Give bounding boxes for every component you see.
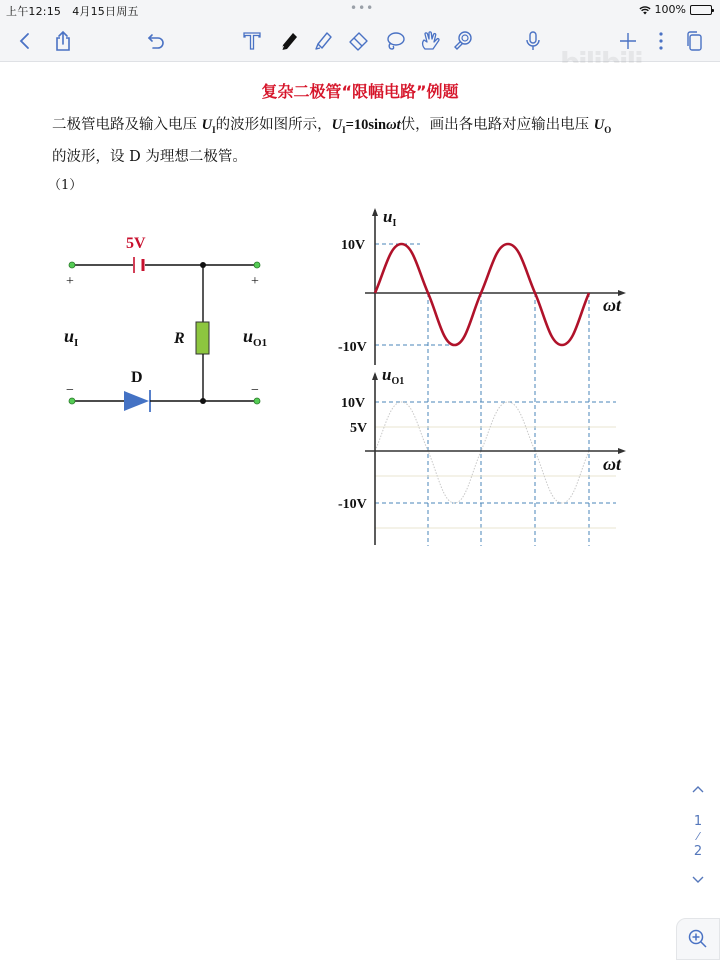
undo-button[interactable] bbox=[143, 28, 169, 54]
problem-text-line2: 的波形，设 D 为理想二极管。 bbox=[52, 149, 247, 165]
more-button[interactable] bbox=[648, 28, 674, 54]
share-icon bbox=[51, 29, 75, 53]
chevron-down-icon bbox=[691, 875, 705, 885]
item-label: （1） bbox=[48, 178, 83, 193]
highlighter-tool[interactable] bbox=[310, 28, 336, 54]
document-title: 复杂二极管“限幅电路”例题 bbox=[261, 82, 459, 101]
text-icon bbox=[240, 29, 264, 53]
svg-text:uO1: $u_{O1}$ bbox=[382, 365, 405, 387]
microphone-tool[interactable] bbox=[520, 28, 546, 54]
laser-pointer-icon bbox=[451, 29, 475, 53]
undo-icon bbox=[144, 29, 168, 53]
hand-tool[interactable] bbox=[417, 28, 443, 54]
status-bar bbox=[0, 0, 720, 20]
status-time: 上午12:15 4月15日周五 bbox=[6, 5, 139, 18]
document-page bbox=[0, 63, 720, 960]
text-tool[interactable] bbox=[239, 28, 265, 54]
input-sine-wave bbox=[375, 244, 589, 345]
svg-text:10V: 10V bbox=[341, 396, 366, 411]
vertical-guides bbox=[428, 293, 589, 546]
input-terminal-minus bbox=[69, 398, 75, 404]
reference-sine-wave bbox=[375, 402, 589, 503]
add-page-button[interactable] bbox=[615, 28, 641, 54]
page-up-button[interactable] bbox=[686, 783, 710, 798]
diode bbox=[124, 391, 149, 411]
problem-text-line1: 二极管电路及输入电压 $U_I$的波形如图所示，$U_I=10\sin\omega t$伏，画出各电路对应输出电压 $U_O$ bbox=[52, 117, 612, 135]
battery-5v bbox=[134, 257, 143, 273]
source-label: 5V bbox=[126, 235, 146, 252]
highlighter-icon bbox=[311, 29, 335, 53]
svg-text:5V: 5V bbox=[350, 421, 368, 436]
diode-label: D bbox=[131, 369, 143, 386]
svg-text:+: + bbox=[66, 274, 74, 289]
svg-text:ωt: ωt bbox=[603, 454, 622, 474]
multitask-dots[interactable]: ••• bbox=[350, 1, 375, 15]
plus-icon bbox=[616, 29, 640, 53]
zoom-in-icon bbox=[687, 928, 709, 950]
more-vertical-icon bbox=[649, 29, 673, 53]
chart-output-voltage bbox=[338, 365, 626, 545]
pages-icon bbox=[682, 29, 706, 53]
output-terminal-minus bbox=[254, 398, 260, 404]
share-button[interactable] bbox=[50, 28, 76, 54]
microphone-icon bbox=[521, 29, 545, 53]
hand-icon bbox=[418, 29, 442, 53]
input-voltage-label: $u_I$ bbox=[64, 326, 79, 349]
svg-text:10V: 10V bbox=[341, 238, 366, 253]
svg-text:−: − bbox=[66, 383, 74, 398]
battery-percent: 100% bbox=[654, 3, 686, 16]
zoom-button[interactable] bbox=[676, 918, 720, 960]
battery-icon bbox=[690, 5, 712, 15]
resistor-label: R bbox=[174, 330, 185, 347]
output-voltage-label: $u_{O1}$ bbox=[243, 326, 268, 349]
waveform-charts bbox=[330, 200, 640, 620]
svg-text:-10V: -10V bbox=[338, 340, 367, 355]
eraser-tool[interactable] bbox=[346, 28, 372, 54]
svg-text:+: + bbox=[251, 274, 259, 289]
input-terminal-plus bbox=[69, 262, 75, 268]
chevron-left-icon bbox=[13, 29, 37, 53]
status-right bbox=[639, 3, 712, 16]
toolbar bbox=[0, 20, 720, 62]
wifi-icon bbox=[639, 5, 651, 15]
chart-input-voltage bbox=[338, 207, 626, 365]
svg-text:uI: $u_I$ bbox=[383, 207, 397, 229]
pages-button[interactable] bbox=[681, 28, 707, 54]
svg-text:-10V: -10V bbox=[338, 497, 367, 512]
eraser-icon bbox=[347, 29, 371, 53]
lasso-tool[interactable] bbox=[382, 28, 408, 54]
page-indicator: 1 ⁄ 2 bbox=[693, 814, 703, 859]
chevron-up-icon bbox=[691, 784, 705, 794]
resistor bbox=[196, 322, 209, 354]
back-button[interactable] bbox=[12, 28, 38, 54]
lasso-icon bbox=[383, 29, 407, 53]
circuit-diagram bbox=[55, 223, 285, 423]
svg-text:−: − bbox=[251, 383, 259, 398]
laser-tool[interactable] bbox=[450, 28, 476, 54]
pen-tool[interactable] bbox=[276, 28, 302, 54]
svg-text:ωt: ωt bbox=[603, 295, 622, 315]
output-terminal-plus bbox=[254, 262, 260, 268]
page-down-button[interactable] bbox=[686, 874, 710, 889]
pen-icon bbox=[277, 29, 301, 53]
